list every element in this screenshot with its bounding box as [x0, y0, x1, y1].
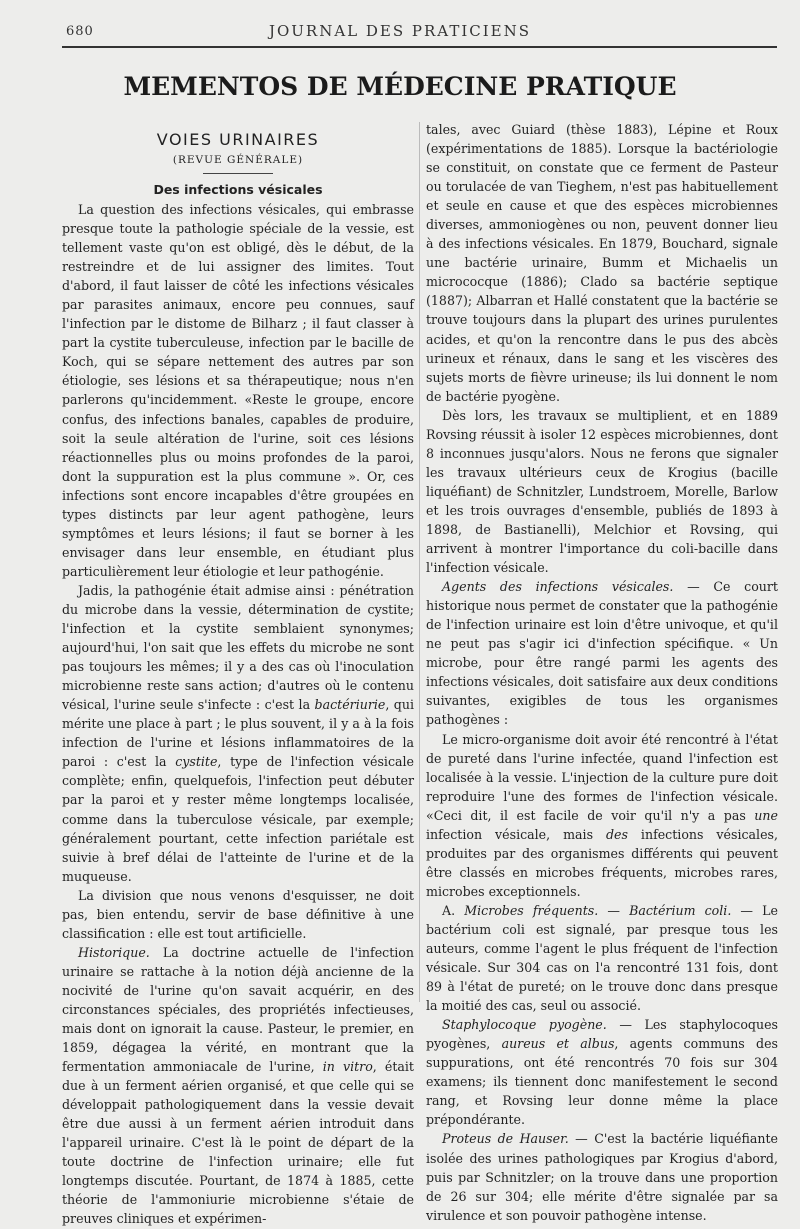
- article-heading: Des infections vésicales: [153, 182, 323, 197]
- italic-term: Microbes fréquents.: [464, 902, 599, 918]
- header-rule: [62, 46, 777, 48]
- text-run: infection vésicale, mais: [426, 826, 594, 842]
- paragraph: [62, 943, 414, 1229]
- italic-term: Historique.: [78, 944, 150, 960]
- text-run: — C'est la bactérie liquéfiante isolée des urines pathologiques par Krogius d'abord, puis par Schnitzler; on la trouve dans une proportion de 26 sur 304; elle mérite d'être signalée par sa virulence et son pouvoir pathogène intense.: [426, 1131, 779, 1223]
- journal-title: JOURNAL DES PRATICIENS: [268, 22, 532, 40]
- italic-term: Bactérium coli.: [629, 902, 732, 918]
- paragraph: Dès lors, les travaux se multiplient, et en 1889 Rovsing réussit à isoler 12 espèces microbiennes, dont 8 inconnues jusqu'alors. Nous ne ferons que signaler les travaux ultérieurs ceux de Krogius (bacille liquéfiant) de Schnitzler, Lundstroem, Morelle, Barlow et les trois ouvrages d'ensemble, publiés de 1893 à 1898, de Bastianelli), Melchior et Rovsing, qui arrivent à montrer l'importance du coli-bacille dans l'infection vésicale.: [426, 407, 778, 576]
- page-number: 680: [66, 24, 94, 39]
- italic-term: aureus et albus: [501, 1036, 615, 1052]
- paragraph: La question des infections vésicales, qui embrasse presque toute la pathologie spéciale de la vessie, est tellement vaste qu'on est obligé, dès le début, de la restreindre et de lui assigner des limites. Tout d'abord, il faut laisser de côté les infections vésicales par parasites animaux, encore peu connues, sauf l'infection par le distome de Bilharz ; il faut classer à part la cystite tuberculeuse, infection par le bacille de Koch, qui se sépare nettement des autres par son étiologie, ses lésions et sa thérapeutique; nous n'en parlerons qu'incidemment. «Reste le groupe, encore confus, des infections banales, capables de produire, soit la seule altération de l'urine, soit ces lésions réactionnelles plus ou moins profondes de la paroi, dont la suppuration est la plus commune ». Or, ces infections sont encore incapables d'être groupées en types distincts par leur agent pathogène, leurs symptômes et leurs lésions; il faut se borner à les envisager dans leur ensemble, en étudiant plus particulièrement leur étiologie et leur pathogénie.: [62, 202, 414, 579]
- italic-term: cystite: [175, 754, 218, 770]
- page-title: MEMENTOS DE MÉDECINE PRATIQUE: [123, 72, 677, 101]
- paragraph: [426, 901, 778, 1015]
- paragraph: La division que nous venons d'esquisser, ne doit pas, bien entendu, servir de base définitive à une classification : elle est tout artificielle.: [62, 887, 414, 941]
- section-title: VOIES URINAIRES: [156, 130, 320, 149]
- text-run: —: [598, 902, 620, 918]
- text-run: infections vésicales, produites par des organismes différents qui peuvent être classés en microbes fréquents, microbes rares, microbes exceptionnels.: [426, 826, 779, 899]
- section-subtitle: (REVUE GÉNÉRALE): [172, 154, 304, 166]
- italic-term: des: [606, 826, 628, 842]
- italic-term: in vitro: [322, 1059, 373, 1075]
- italic-term: Staphylocoque pyogène.: [442, 1017, 607, 1033]
- paragraph: [426, 577, 778, 729]
- italic-term: Agents des infections vésicales.: [442, 579, 674, 595]
- left-column: [62, 130, 414, 1229]
- text-run: — Ce court historique nous permet de constater que la pathogénie de l'infection urinaire est loin d'être univoque, et qu'il ne peut pas s'agir ici d'infection spécifique. « Un microbe, pour être rangé parmi les agents des infections vésicales, doit satisfaire aux deux conditions suivantes, exigibles de tous les organismes pathogènes :: [426, 579, 778, 728]
- right-column: [426, 120, 778, 1225]
- text-run: — Le bactérium coli est signalé, par presque tous les auteurs, comme l'agent le plus fréquent de l'infection vésicale. Sur 304 cas on l'a rencontré 131 fois, dont 89 à l'état de pureté; on le trouve donc dans presque la moitié des cas, seul ou associé.: [426, 902, 778, 1014]
- column-divider: [419, 122, 420, 1002]
- text-run: , type de l'infection vésicale complète; enfin, quelquefois, l'infection peut débuter par la paroi et y rester même longtemps localisée, comme dans la tuberculose vésicale, par exemple; généralement pourtant, cette infection pariétale est suivie à bref délai de l'atteinte de l'urine et de la muqueuse.: [62, 754, 415, 884]
- paragraph: [62, 581, 414, 886]
- section-rule: [203, 173, 273, 174]
- italic-term: une: [754, 807, 778, 823]
- text-run: A.: [442, 902, 456, 918]
- text-run: La doctrine actuelle de l'infection urinaire se rattache à la notion déjà ancienne de la nocivité de l'urine qu'on savait acquérir, en des circonstances spéciales, des propriétés infectieuses, mais dont on ignorait la cause. Pasteur, le premier, en 1859, dégagea la vérité, en montrant que la fermentation ammoniacale de l'urine,: [62, 944, 414, 1075]
- text-run: , était due à un ferment aérien organisé, et que celle qui se développait pathologiquement dans la vessie devait être due aussi à un ferment aérien introduit dans l'appareil urinaire. C'est là le point de départ de la toute doctrine de l'infection urinaire; elle fut longtemps discutée. Pourtant, de 1874 à 1885, cette théorie de l'ammoniurie microbienne s'étaie de preuves cliniques et expérimen-: [62, 1059, 414, 1227]
- italic-term: Proteus de Hauser.: [442, 1131, 569, 1147]
- text-run: Jadis, la pathogénie était admise ainsi : pénétration du microbe dans la vessie, détermination de cystite; l'infection et la cystite semblaient synonymes; aujourd'hui, l'on sait que les effets du microbe ne sont pas toujours les mêmes; il y a des cas où l'inoculation microbienne reste sans action; d'autres où le contenu vésical, l'urine seule s'infecte : c'est la: [62, 582, 414, 713]
- paragraph: [426, 730, 778, 901]
- paragraph: tales, avec Guiard (thèse 1883), Lépine et Roux (expérimentations de 1885). Lorsque la bactériologie se constituit, on constate que ce ferment de Pasteur ou torulacée de van Tieghem, n'est pas habituellement et seule en cause et que des espèces microbiennes diverses, ammoniogènes ou non, peuvent donner lieu à des infections vésicales. En 1879, Bouchard, signale une bactérie urinaire, Bumm et Michaelis un micrococque (1886); Clado sa bactérie septique (1887); Albarran et Hallé constatent que la bactérie se trouve toujours dans la plupart des urines purulentes acides, et qu'on la rencontre dans le pus des abcès urineux et rénaux, dans le sang et les viscères des sujets morts de fièvre urineuse; ils lui donnent le nom de bactérie pyogène.: [426, 122, 778, 404]
- paragraph: [426, 1015, 778, 1129]
- text-run: — Les staphylocoques pyogènes,: [426, 1017, 778, 1052]
- text-run: Le micro-organisme doit avoir été rencontré à l'état de pureté dans l'urine infectée, quand l'infection est localisée à la vessie. L'injection de la culture pure doit reproduire l'une des formes de l'infection vésicale. «Ceci dit, il est facile de voir qu'il n'y a pas: [426, 731, 778, 823]
- paragraph: [426, 1129, 778, 1224]
- text-run: , qui mérite une place à part ; le plus souvent, il y a à la fois infection de l'urine et lésions inflammatoires de la paroi : c'est la: [62, 697, 414, 770]
- italic-term: bactériurie: [314, 697, 386, 713]
- text-run: , agents communs des suppurations, ont été rencontrés 70 fois sur 304 examens; ils tiennent donc manifestement le second rang, et Rovsing leur donne même la place prépondérante.: [426, 1036, 778, 1128]
